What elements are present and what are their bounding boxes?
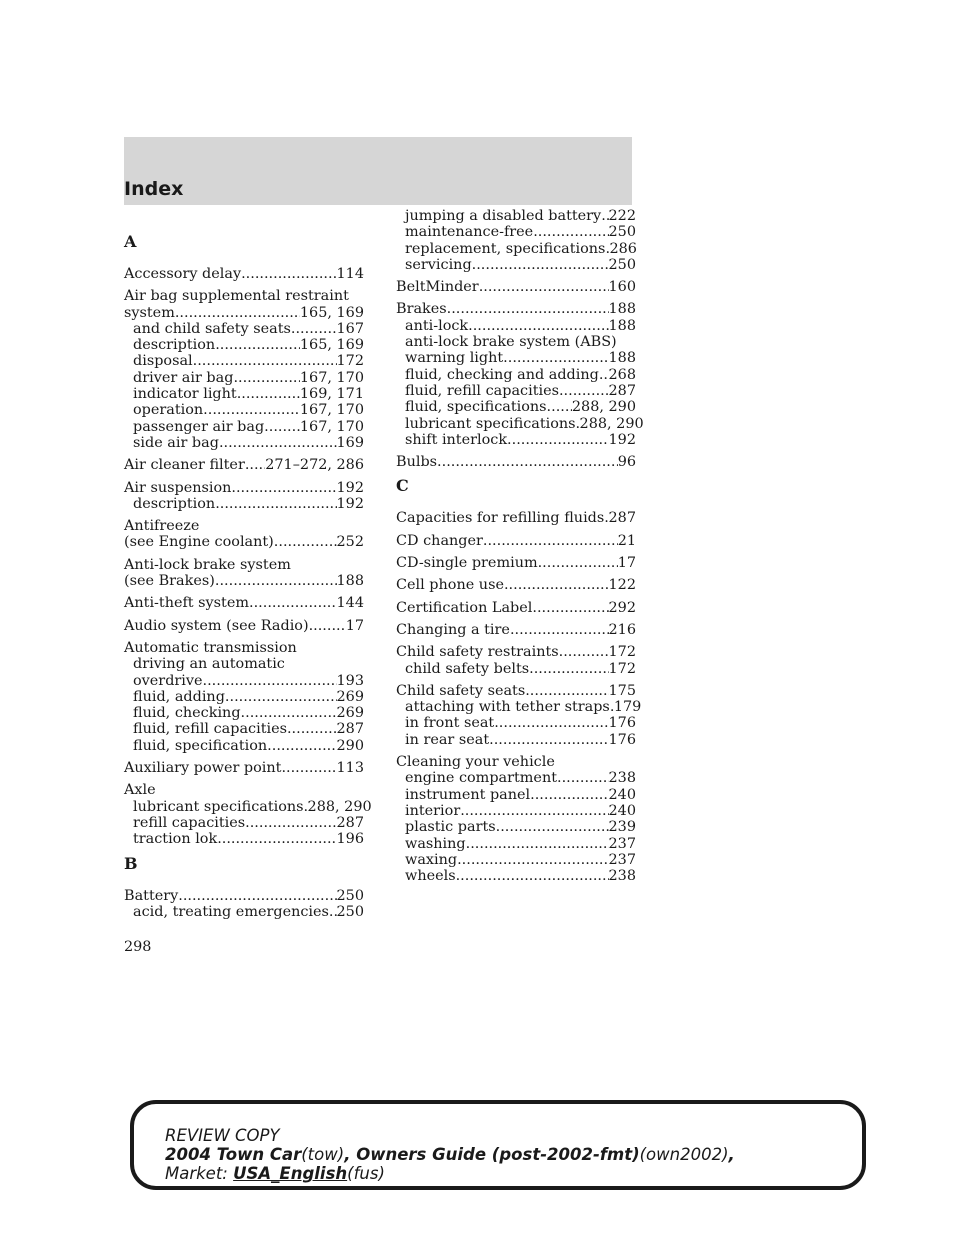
index-term — [124, 760, 364, 776]
index-term-text: warning light — [405, 350, 504, 367]
index-page-ref: 222 — [608, 208, 636, 224]
index-page-ref: 172 — [608, 644, 636, 661]
dot-leader — [529, 661, 608, 677]
dot-leader — [287, 721, 337, 737]
index-term-text: Auxiliary power point — [124, 760, 282, 777]
index-page-ref: 96 — [617, 454, 636, 471]
page-number: 298 — [124, 939, 152, 955]
index-term-text: operation — [133, 402, 204, 419]
dot-leader — [264, 419, 300, 435]
index-term-text: waxing — [405, 851, 458, 868]
index-term-text: description — [133, 337, 216, 354]
index-page-ref: 250 — [336, 903, 364, 920]
index-page-ref: 144 — [336, 595, 364, 612]
footer-market-line: Market: USA_English(fus) — [165, 1164, 385, 1183]
index-term-text: replacement, specifications — [405, 240, 606, 257]
index-subentry — [124, 721, 364, 737]
index-subentry — [396, 224, 636, 240]
index-page-ref: 288, 290 — [579, 415, 644, 432]
dot-leader — [530, 787, 608, 803]
index-term — [124, 518, 364, 534]
index-term-text: fluid, refill capacities — [133, 721, 287, 738]
index-page-ref: 250 — [608, 256, 636, 273]
index-page-ref: 17 — [345, 617, 364, 634]
index-term-text: Cleaning your vehicle — [396, 754, 555, 771]
index-subentry — [396, 367, 636, 383]
index-page-ref: 179 — [613, 699, 642, 716]
index-page-ref: 169 — [336, 434, 364, 451]
index-page-ref: 287 — [336, 721, 364, 738]
index-page-ref: 165, 169 — [299, 304, 364, 321]
index-term — [124, 480, 364, 496]
index-page-ref: 237 — [608, 851, 636, 868]
index-subentry — [396, 350, 636, 366]
index-page-ref: 288, 290 — [307, 798, 372, 815]
index-term-text: fluid, adding — [133, 688, 225, 705]
index-entry — [124, 595, 364, 611]
index-subentry — [124, 321, 364, 337]
dot-leader — [599, 367, 609, 383]
index-page-ref: 172 — [336, 353, 364, 370]
index-page-ref: 167 — [336, 320, 364, 337]
index-subentry — [396, 241, 636, 257]
index-term-text: servicing — [405, 256, 472, 273]
index-term-text: overdrive — [133, 672, 203, 689]
index-subentry — [396, 208, 636, 224]
page-title: Index — [124, 178, 184, 200]
index-term-text: Automatic transmission — [124, 639, 297, 656]
dot-leader — [496, 819, 609, 835]
index-subentry — [396, 318, 636, 334]
index-term-text: Air suspension — [124, 479, 232, 496]
index-subentry — [396, 699, 642, 716]
index-term-text: Child safety seats — [396, 682, 526, 699]
index-subentry — [124, 402, 364, 418]
index-term-text: traction lok — [133, 831, 218, 848]
index-page-ref: 193 — [336, 672, 364, 689]
dot-leader — [437, 454, 618, 470]
index-page-ref: 269 — [336, 705, 364, 722]
footer-doc-line: 2004 Town Car(tow), Owners Guide (post-2002-fmt)(own2002), — [165, 1145, 735, 1164]
index-term-text: Child safety restraints — [396, 644, 559, 661]
dot-leader — [203, 673, 337, 689]
index-subentry — [124, 353, 364, 369]
index-page-ref: 188 — [608, 317, 636, 334]
dot-leader — [291, 321, 337, 337]
index-entry — [396, 622, 636, 638]
dot-leader — [479, 279, 609, 295]
index-subentry — [124, 656, 364, 672]
index-term-text: disposal — [133, 353, 193, 370]
index-term-text: instrument panel — [405, 786, 531, 803]
index-term-text: Antifreeze — [124, 518, 200, 535]
index-term-text: Air bag supplemental restraint — [124, 288, 349, 305]
index-entry — [124, 782, 372, 848]
index-term-text: and child safety seats — [133, 320, 291, 337]
index-page-ref: 216 — [608, 621, 636, 638]
index-page-ref: 290 — [336, 737, 364, 754]
index-page-ref: 169, 171 — [299, 386, 364, 403]
dot-leader — [504, 577, 609, 593]
dot-leader — [460, 803, 608, 819]
dot-leader — [329, 904, 337, 920]
index-term — [396, 279, 636, 295]
index-term-text: side air bag — [133, 434, 219, 451]
index-subentry — [396, 732, 636, 748]
index-term-text: BeltMinder — [396, 279, 479, 296]
index-subentry — [124, 496, 364, 512]
dot-leader — [225, 689, 337, 705]
index-term-text: wheels — [405, 868, 456, 885]
index-term — [124, 457, 364, 473]
index-entry — [124, 266, 364, 282]
dot-leader — [601, 208, 608, 224]
index-entry — [124, 557, 364, 590]
index-term-text: in rear seat — [405, 731, 490, 748]
dot-leader — [494, 715, 608, 731]
dot-leader — [533, 224, 608, 240]
index-term-text: Air cleaner filter — [124, 457, 245, 474]
dot-leader — [489, 732, 608, 748]
index-entry — [124, 518, 364, 551]
dot-leader — [215, 573, 337, 589]
index-term-text: jumping a disabled battery — [405, 208, 602, 224]
dot-leader — [274, 534, 337, 550]
dot-leader — [503, 350, 608, 366]
index-term — [124, 534, 364, 550]
index-entry — [396, 577, 636, 593]
index-page-ref: 114 — [336, 266, 364, 282]
dot-leader — [559, 383, 609, 399]
index-subentry — [124, 738, 364, 754]
index-term-text: Capacities for refilling fluids — [396, 510, 605, 527]
index-page-ref: 292 — [608, 599, 636, 616]
dot-leader — [215, 496, 336, 512]
index-term-text: (see Brakes) — [124, 573, 215, 590]
index-entry — [396, 555, 636, 571]
index-subentry — [396, 715, 636, 731]
dot-leader — [233, 370, 299, 386]
index-subentry — [396, 803, 636, 819]
index-subentry — [396, 432, 636, 448]
dot-leader — [466, 836, 609, 852]
index-term — [124, 888, 364, 904]
index-entry — [396, 208, 636, 273]
index-entry — [124, 760, 364, 776]
dot-leader — [249, 595, 337, 611]
index-term — [396, 301, 636, 317]
index-term-text: acid, treating emergencies — [133, 903, 329, 920]
index-term-text: Changing a tire — [396, 621, 510, 638]
index-page-ref: 17 — [617, 555, 636, 572]
index-term-text: fluid, refill capacities — [405, 382, 559, 399]
index-subentry — [124, 337, 364, 353]
index-page-ref: 288, 290 — [571, 399, 636, 416]
index-entry — [396, 644, 636, 677]
index-term-text: engine compartment — [405, 770, 557, 787]
index-entry — [396, 754, 636, 884]
index-term-text: maintenance-free — [405, 224, 534, 241]
index-entry — [396, 533, 636, 549]
index-term — [396, 644, 636, 660]
index-term-text: lubricant specifications — [405, 415, 576, 432]
index-term-text: lubricant specifications — [133, 798, 304, 815]
index-term-text: anti-lock brake system (ABS) — [405, 334, 617, 351]
index-term-text: child safety belts — [405, 660, 530, 677]
index-term — [396, 754, 636, 770]
dot-leader — [215, 337, 300, 353]
dot-leader — [241, 266, 336, 282]
index-letter-heading: A — [124, 232, 137, 251]
index-entry — [124, 640, 364, 754]
index-term-text: Brakes — [396, 301, 447, 318]
index-page-ref: 165, 169 — [299, 337, 364, 354]
dot-leader — [267, 738, 336, 754]
dot-leader — [193, 353, 337, 369]
dot-leader — [538, 555, 618, 571]
dot-leader — [456, 868, 609, 884]
index-term-text: refill capacities — [133, 814, 246, 831]
index-subentry — [124, 904, 364, 920]
dot-leader — [175, 305, 300, 321]
index-page-ref: 287 — [336, 814, 364, 831]
index-subentry — [396, 770, 636, 786]
index-page-ref: 192 — [336, 495, 364, 512]
index-letter-heading: C — [396, 476, 409, 496]
index-page-ref: 287 — [608, 382, 636, 399]
index-entry — [124, 888, 364, 921]
index-term — [124, 595, 364, 611]
index-column-right — [396, 208, 644, 890]
index-entry — [396, 301, 644, 448]
index-subentry — [124, 370, 364, 386]
index-entry — [124, 457, 364, 473]
dot-leader — [468, 318, 608, 334]
index-subentry — [124, 689, 364, 705]
dot-leader — [547, 399, 572, 415]
index-term-text: driver air bag — [133, 369, 234, 386]
index-page-ref: 160 — [608, 279, 636, 296]
index-page-ref: 172 — [608, 660, 636, 677]
index-term-text: Axle — [124, 782, 156, 799]
index-page-ref: 167, 170 — [299, 369, 364, 386]
index-entry — [396, 600, 636, 616]
dot-leader — [178, 888, 336, 904]
dot-leader — [237, 386, 300, 402]
dot-leader — [532, 600, 608, 616]
dot-leader — [483, 533, 618, 549]
index-entry — [124, 288, 364, 451]
index-subentry — [396, 852, 636, 868]
index-term — [396, 577, 636, 593]
index-entry — [396, 279, 636, 295]
index-term — [124, 640, 364, 656]
index-term-text: description — [133, 495, 216, 512]
index-page-ref: 175 — [608, 682, 636, 699]
footer-text — [165, 1126, 735, 1183]
index-term — [396, 555, 636, 571]
index-subentry — [396, 819, 636, 835]
dot-leader — [217, 831, 336, 847]
index-term — [124, 557, 364, 573]
index-entry — [124, 618, 364, 634]
dot-leader — [281, 760, 336, 776]
index-term — [124, 573, 364, 589]
dot-leader — [245, 815, 336, 831]
index-term — [396, 600, 636, 616]
index-term-text: interior — [405, 802, 461, 819]
index-page-ref: 188 — [608, 301, 636, 318]
index-term-text: fluid, checking and adding — [405, 366, 599, 383]
index-entry — [124, 480, 364, 513]
index-term-text: Cell phone use — [396, 577, 504, 594]
index-page-ref: 250 — [336, 887, 364, 904]
dot-leader — [309, 618, 346, 634]
index-term-text: fluid, specification — [133, 737, 268, 754]
index-page-ref: 188 — [608, 350, 636, 367]
dot-leader — [245, 457, 265, 473]
index-subentry — [396, 399, 636, 415]
index-term-text: plastic parts — [405, 819, 496, 836]
index-term — [396, 510, 636, 526]
index-column-left — [124, 226, 372, 926]
dot-leader — [457, 852, 608, 868]
index-term — [396, 622, 636, 638]
index-page-ref: 167, 170 — [299, 418, 364, 435]
index-term-text: anti-lock — [405, 317, 469, 334]
index-term-text: Bulbs — [396, 454, 438, 471]
index-page-ref: 238 — [608, 868, 636, 885]
index-page-ref: 269 — [336, 688, 364, 705]
index-term-text: (see Engine coolant) — [124, 534, 274, 551]
index-page-ref: 239 — [608, 819, 636, 836]
dot-leader — [510, 622, 609, 638]
index-subentry — [124, 815, 364, 831]
index-subentry — [396, 334, 636, 350]
index-page-ref: 287 — [608, 510, 636, 527]
index-term-text: attaching with tether straps — [405, 699, 610, 716]
index-page-ref: 240 — [608, 802, 636, 819]
index-subentry — [396, 415, 644, 432]
index-term-text: indicator light — [133, 386, 237, 403]
index-page-ref: 188 — [336, 573, 364, 590]
index-page-ref: 268 — [608, 366, 636, 383]
index-subentry — [124, 673, 364, 689]
index-subentry — [396, 257, 636, 273]
index-term-text: washing — [405, 835, 466, 852]
index-term — [124, 288, 364, 304]
dot-leader — [507, 432, 608, 448]
index-subentry — [396, 868, 636, 884]
index-term — [124, 782, 364, 798]
dot-leader — [525, 683, 608, 699]
index-page-ref: 238 — [608, 770, 636, 787]
index-entry — [396, 510, 636, 526]
index-entry — [396, 454, 636, 470]
index-page-ref: 240 — [608, 786, 636, 803]
index-term-text: CD-single premium — [396, 555, 538, 572]
dot-leader — [219, 435, 337, 451]
index-page-ref: 237 — [608, 835, 636, 852]
index-subentry — [124, 419, 364, 435]
index-page-ref: 196 — [336, 831, 364, 848]
index-subentry — [124, 386, 364, 402]
index-term-text: Accessory delay — [124, 266, 242, 282]
index-page-ref: 252 — [336, 534, 364, 551]
index-page-ref: 286 — [609, 240, 637, 257]
index-term-text: driving an automatic — [133, 656, 285, 673]
index-term-text: Anti-lock brake system — [124, 556, 291, 573]
index-letter-heading: B — [124, 853, 138, 873]
index-term-text: passenger air bag — [133, 418, 265, 435]
index-page-ref: 192 — [336, 479, 364, 496]
index-subentry — [124, 831, 364, 847]
dot-leader — [447, 301, 609, 317]
index-subentry — [396, 383, 636, 399]
index-page-ref: 122 — [608, 577, 636, 594]
index-subentry — [124, 705, 364, 721]
index-term — [124, 618, 364, 634]
index-page-ref: 113 — [336, 760, 364, 777]
index-term-text: fluid, specifications — [405, 399, 547, 416]
dot-leader — [559, 644, 609, 660]
dot-leader — [557, 770, 609, 786]
index-page-ref: 192 — [608, 431, 636, 448]
index-page-ref: 176 — [608, 715, 636, 732]
dot-leader — [241, 705, 337, 721]
review-copy-label: REVIEW COPY — [165, 1126, 280, 1145]
dot-leader — [231, 480, 336, 496]
index-subentry — [396, 836, 636, 852]
index-term — [396, 454, 636, 470]
index-term-text: Certification Label — [396, 599, 533, 616]
index-subentry — [124, 435, 364, 451]
index-term-text: Anti-theft system — [124, 595, 250, 612]
index-page-ref: 271–272, 286 — [265, 457, 364, 474]
index-term-text: shift interlock — [405, 431, 508, 448]
index-page-ref: 250 — [608, 224, 636, 241]
index-page-ref: 167, 170 — [299, 402, 364, 419]
index-subentry — [396, 787, 636, 803]
index-subentry — [124, 798, 372, 815]
index-page-ref: 21 — [617, 532, 636, 549]
index-term-text: fluid, checking — [133, 705, 241, 722]
index-term — [396, 683, 636, 699]
index-term — [396, 533, 636, 549]
dot-leader — [203, 402, 300, 418]
header-bar — [124, 137, 632, 205]
index-subentry — [396, 661, 636, 677]
index-term-text: Battery — [124, 887, 179, 904]
dot-leader — [472, 257, 609, 273]
index-page-ref: 176 — [608, 731, 636, 748]
index-term — [124, 305, 364, 321]
index-term-text: system — [124, 304, 175, 321]
index-term-text: Audio system (see Radio) — [124, 617, 309, 634]
index-term — [124, 266, 364, 282]
index-entry — [396, 682, 642, 748]
index-term-text: in front seat — [405, 715, 495, 732]
index-term-text: CD changer — [396, 532, 483, 549]
